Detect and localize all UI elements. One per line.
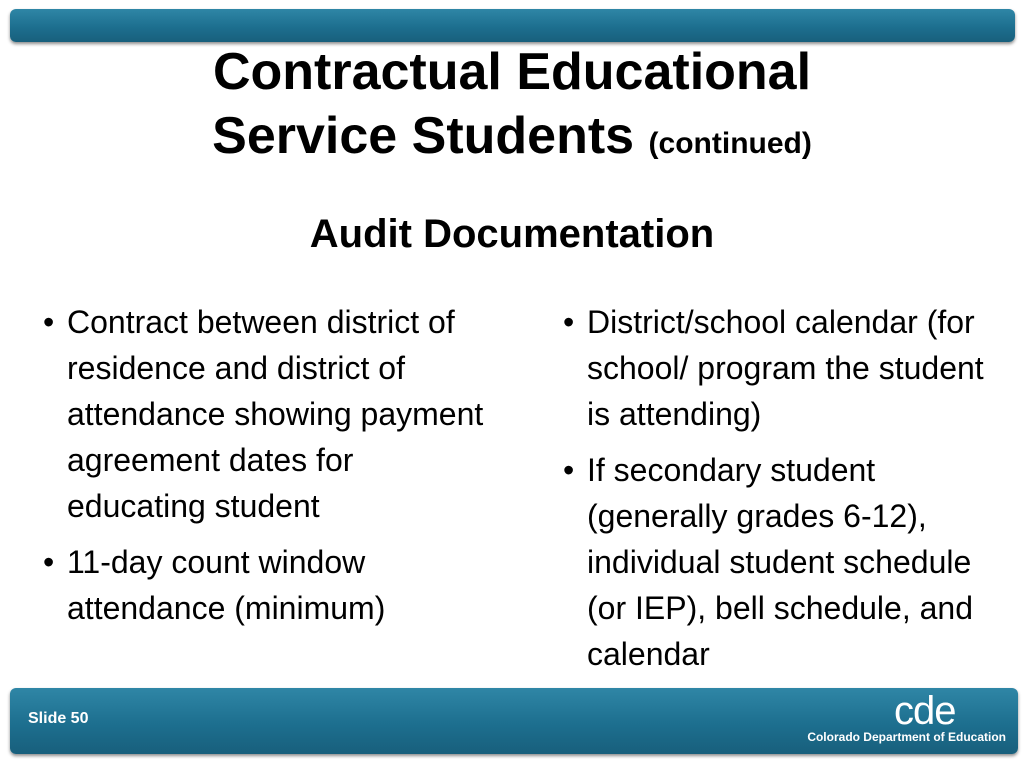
title-line-1: Contractual Educational xyxy=(212,43,812,101)
title-suffix: (continued) xyxy=(648,127,812,160)
bullet-item: • 11-day count window attendance (minimum) xyxy=(43,539,493,631)
logo-organization-name: Colorado Department of Education xyxy=(807,730,1006,744)
bullet-item: • Contract between district of residence and district of attendance showing payment agreement dates for educating student xyxy=(43,299,493,529)
right-bullet-list xyxy=(563,299,1013,687)
title-line-2 xyxy=(0,104,1024,176)
left-bullet-list xyxy=(43,299,493,641)
slide-title xyxy=(0,40,1024,176)
bullet-item: • District/school calendar (for school/ program the student is attending) xyxy=(563,299,1013,437)
title-main: Service Students xyxy=(212,107,635,165)
cde-logo xyxy=(786,692,1006,750)
top-banner xyxy=(10,9,1015,42)
cde-logo-icon xyxy=(786,692,1006,732)
slide-number: Slide 50 xyxy=(28,710,89,727)
footer-bar xyxy=(10,688,1018,754)
logo-mark-text: cde xyxy=(894,692,956,732)
bullet-item: • If secondary student (generally grades 6-12), individual student schedule (or IEP), bell schedule, and calendar xyxy=(563,447,1013,677)
slide-subtitle: Audit Documentation xyxy=(309,212,715,256)
